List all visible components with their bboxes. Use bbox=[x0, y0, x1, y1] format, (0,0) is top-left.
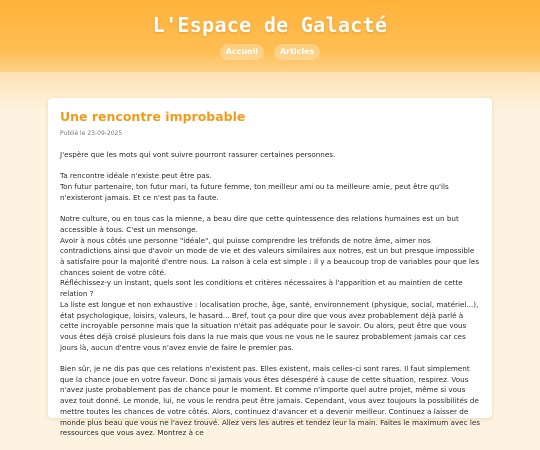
article-line: Ton futur partenaire, ton futur mari, ta future femme, ton meilleur ami ou ta meilleure amie, peut être qu'ils n'existeront jamais. Et ce n'est pas ta faute. bbox=[60, 182, 449, 202]
article-line: Réfléchissez-y un instant, quels sont les conditions et critères nécessaires à l'apparition et au maintien de cette relation ? bbox=[60, 278, 463, 299]
article-body bbox=[60, 150, 480, 450]
nav-link-articles[interactable]: Articles bbox=[274, 44, 320, 60]
site-title[interactable]: L'Espace de Galacté bbox=[152, 13, 388, 37]
article-paragraph bbox=[60, 364, 480, 439]
article-line: Ta rencontre idéale n'existe peut être pas. bbox=[60, 171, 212, 181]
article-card bbox=[48, 98, 492, 438]
nav-link-accueil[interactable]: Accueil bbox=[220, 44, 264, 60]
site-header bbox=[0, 0, 540, 72]
main-nav bbox=[0, 44, 540, 60]
article-date: Publié le 23-09-2025 bbox=[60, 130, 123, 137]
article-line: La liste est longue et non exhaustive : localisation proche, âge, santé, environnement (physique, social, matériel...), état psychologique, loisirs, valeurs, le hasard... Bref, tout ça pour dire que vous avez probablement déjà parlé à cette incroyable personne mais que la situation n'était pas adéquate pour le savoir. Ou alors, peut être que vous vous êtes déjà croisé plusieurs fois dans la rue mais que vous ne vous ne le saurez probablement jamais car ces jours là, aucun d'entre vous n'avez envie de faire le premier pas. bbox=[60, 299, 479, 352]
article-line: J'espère que les mots qui vont suivre pourront rassurer certaines personnes. bbox=[60, 150, 336, 159]
article-line: Notre culture, ou en tous cas la mienne, a beau dire que cette quintessence des relations humaines est un but accessible à tous. C'est un mensonge. bbox=[60, 214, 459, 234]
article-title: Une rencontre improbable bbox=[60, 109, 246, 124]
article-paragraph bbox=[60, 214, 480, 353]
article-line: Avoir à nous côtés une personne "idéale", qui puisse comprendre les tréfonds de notre âme, aimer nos contradictions ainsi que d'avoir un mode de vie et des valeurs similaires aux notres, est un but presque impossible à satisfaire pour la majorité d'entre nous. La raison à cela est simple : il y a beaucoup trop de variables pour que les chances soient de votre côté. bbox=[60, 235, 480, 277]
article-paragraph bbox=[60, 150, 480, 161]
article-paragraph bbox=[60, 171, 480, 203]
article-line: Bien sûr, je ne dis pas que ces relations n'existent pas. Elles existent, mais celles-ci sont rares. Il faut simplement que la chance joue en votre faveur. Donc si jamais vous êtes désespéré à cause de cette situation, respirez. Vous n'avez juste probablement pas de chance pour le moment. Et comme n'importe quel autre projet, même si vous avez tout donné. Le monde, lui, ne vous le rendra peut être jamais. Cependant, vous avez toujours la possibilités de mettre toutes les chances de votre côtés. Alors, continuez d'avancer et a devenir meilleur. Continuez a laisser de monde plus beau que vous ne l'avez trouvé. Allez vers les autres et tendez leur la main. Faites le maximum avec les ressources que vous avez. Montrez à ce bbox=[60, 364, 480, 438]
